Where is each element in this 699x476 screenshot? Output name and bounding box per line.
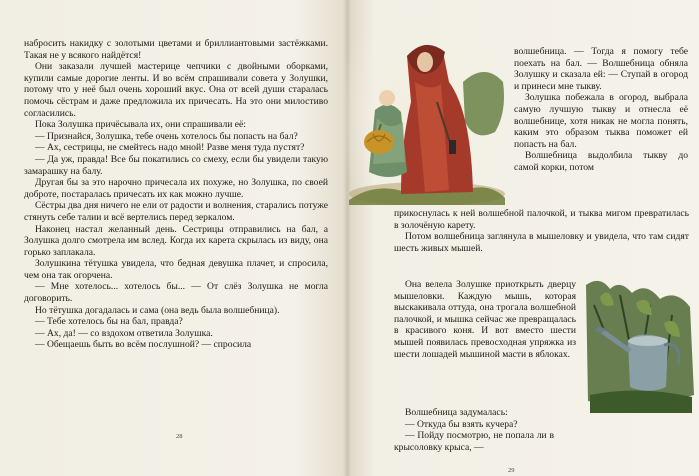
paragraph: прикоснулась к ней волшебной палочкой, и тыква мигом превратилась в золочёную карету. xyxy=(394,208,689,231)
paragraph: Пока Золушка причёсывала их, они спрашивали её: xyxy=(35,119,246,131)
paragraph: Золушка побежала в огород, выбрала самую лучшую тыкву и отнесла её волшебнице, хотя никак не могла понять, каким это образом тыква поможет ей попасть на бал. xyxy=(514,92,688,150)
paragraph: Золушкина тётушка увидела, что бедная девушка плачет, и спросила, чем она так огорчена. xyxy=(24,258,328,281)
paragraph: Волшебница задумалась: xyxy=(405,407,508,418)
paragraph: — Ах, да! — со вздохом ответила Золушка. xyxy=(35,327,213,339)
paragraph: Потом волшебница заглянула в мышеловку и увидела, что там сидят шесть живых мышей. xyxy=(394,231,689,254)
page-number-left: 28 xyxy=(176,433,183,440)
paragraph: — Ах, сестрицы, не смейтесь надо мной! Разве меня туда пустят? xyxy=(35,142,305,154)
paragraph: — Обещаешь быть во всём послушной? — спросила xyxy=(35,339,252,351)
left-page-text xyxy=(24,38,328,351)
paragraph: — Откуда бы взять кучера? xyxy=(405,418,518,430)
paragraph: набросить накидку с золотыми цветами и бриллиантовыми застёжками. Такая не у всякого найдётся! xyxy=(24,38,328,61)
right-page-column-bottom xyxy=(394,279,576,360)
paragraph: — Признайся, Золушка, тебе очень хотелось бы попасть на бал? xyxy=(35,130,298,142)
paragraph: волшебница. — Тогда я помогу тебе поехать на бал. — Волшебница обняла Золушку и сказала ей: — Ступай в огород и принеси мне тыкву. xyxy=(514,46,688,92)
right-page-column-top xyxy=(514,46,688,174)
paragraph: — Мне хотелось... хотелось бы... — От слёз Золушка не могла договорить. xyxy=(24,281,328,305)
paragraph: — Тебе хотелось бы на бал, правда? xyxy=(35,316,183,328)
paragraph: Они заказали лучшей мастерице чепчики с двойными оборками, купили самые дорогие ленты. И во всём спрашивали совета у Золушки, потому что у неё был очень хороший вкус. Она от всей души старалась помочь сёстрам и даже предложила их причесать. На это они милостиво согласились. xyxy=(24,61,328,119)
page-number-right: 29 xyxy=(508,467,515,474)
fairy-godmother-illustration xyxy=(345,22,507,205)
paragraph: Волшебница выдолбила тыкву до самой корки, потом xyxy=(514,150,688,173)
paragraph: Наконец настал желанный день. Сестрицы отправились на бал, а Золушка долго смотрела им вслед. Когда их карета скрылась из виду, она горько заплакала. xyxy=(24,223,328,258)
paragraph: Она велела Золушке приоткрыть дверцу мышеловки. Каждую мышь, которая выскакивала оттуда, она трогала волшебной палочкой, и мышка сейчас же превращалась в красивого коня. И вот вместо шести мышей появилась превосходная упряжка из шести лошадей мышиной масти в яблоках. xyxy=(394,279,576,360)
watering-can-illustration xyxy=(580,275,698,413)
paragraph: — Пойду посмотрю, не попала ли в крысоловку крыса, — xyxy=(394,430,554,453)
right-page-final-text xyxy=(394,407,554,453)
paragraph: — Да уж, правда! Все бы покатились со смеху, если бы увидели такую замарашку на балу. xyxy=(24,153,328,177)
right-page-middle-text xyxy=(394,208,689,254)
paragraph: Другая бы за это нарочно причесала их похуже, но Золушка, по своей доброте, постаралась причесать их как можно лучше. xyxy=(24,177,328,200)
paragraph: Сёстры два дня ничего не ели от радости и волнения, старались потуже стянуть себе талии и всё вертелись перед зеркалом. xyxy=(24,200,329,223)
paragraph: Но тётушка догадалась и сама (она ведь была волшебница). xyxy=(35,304,280,316)
